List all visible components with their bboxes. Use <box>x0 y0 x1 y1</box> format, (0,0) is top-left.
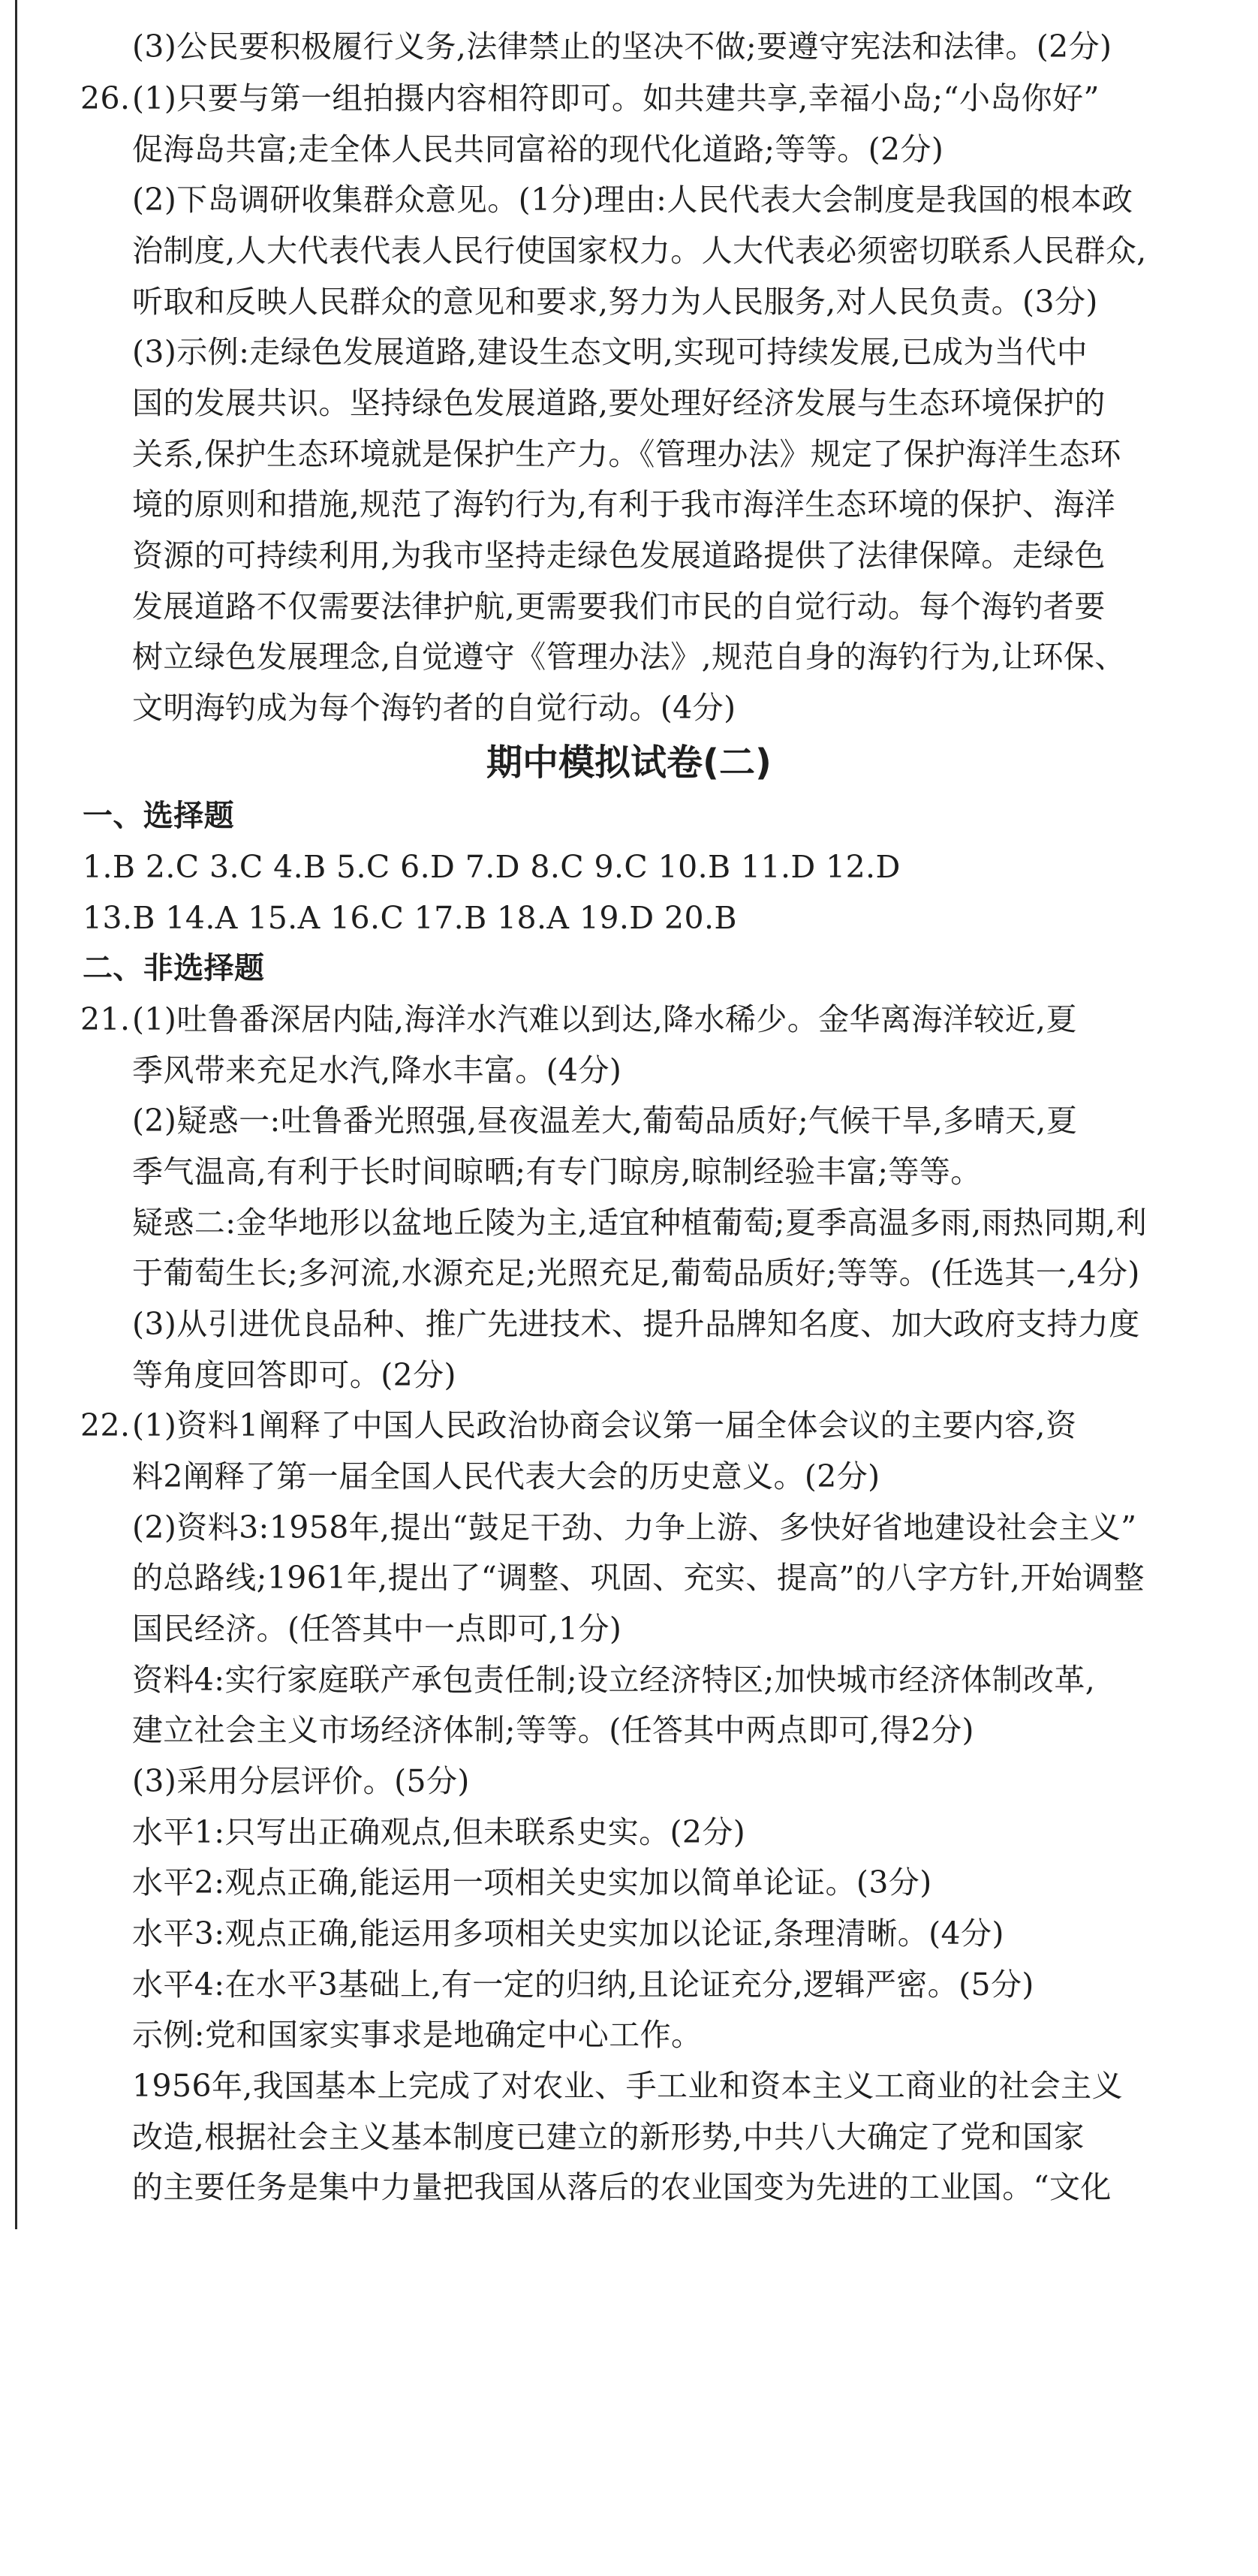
q26-line: 国的发展共识。坚持绿色发展道路,要处理好经济发展与生态环境保护的 <box>132 385 1106 421</box>
q21-line: 于葡萄生长;多河流,水源充足;光照充足,葡萄品质好;等等。(任选其一,4分) <box>132 1255 1140 1291</box>
q21-number: 21. <box>80 1001 131 1037</box>
q22-line: (2)资料3:1958年,提出“鼓足干劲、力争上游、多快好省地建设社会主义” <box>132 1509 1137 1545</box>
q22-line: 水平4:在水平3基础上,有一定的归纳,且论证充分,逻辑严密。(5分) <box>132 1967 1034 2003</box>
exam-title: 期中模拟试卷(二) <box>486 742 772 784</box>
left-margin-rule <box>15 0 17 2229</box>
q22-line: (1)资料1阐释了中国人民政治协商会议第一届全体会议的主要内容,资 <box>132 1407 1077 1443</box>
q26-line: (3)示例:走绿色发展道路,建设生态文明,实现可持续发展,已成为当代中 <box>132 334 1088 370</box>
q26-line: 发展道路不仅需要法律护航,更需要我们市民的自觉行动。每个海钓者要 <box>132 588 1106 624</box>
q25-part3: (3)公民要积极履行义务,法律禁止的坚决不做;要遵守宪法和法律。(2分) <box>132 29 1112 65</box>
q22-line: 示例:党和国家实事求是地确定中心工作。 <box>132 2017 703 2053</box>
q21-line: 等角度回答即可。(2分) <box>132 1357 456 1393</box>
q22-number: 22. <box>80 1407 131 1443</box>
q26-line: 促海岛共富;走全体人民共同富裕的现代化道路;等等。(2分) <box>132 131 944 167</box>
q21-line: 季气温高,有利于长时间晾晒;有专门晾房,晾制经验丰富;等等。 <box>132 1154 982 1190</box>
q26-line: 文明海钓成为每个海钓者的自觉行动。(4分) <box>132 690 736 726</box>
q26-line: 治制度,人大代表代表人民行使国家权力。人大代表必须密切联系人民群众, <box>132 233 1147 269</box>
q22-line: 改造,根据社会主义基本制度已建立的新形势,中共八大确定了党和国家 <box>132 2119 1085 2155</box>
q22-line: 水平1:只写出正确观点,但未联系史实。(2分) <box>132 1814 746 1850</box>
q22-line: 国民经济。(任答其中一点即可,1分) <box>132 1611 622 1647</box>
q26-line: (1)只要与第一组拍摄内容相符即可。如共建共享,幸福小岛;“小岛你好” <box>132 80 1100 116</box>
q21-line: 疑惑二:金华地形以盆地丘陵为主,适宜种植葡萄;夏季高温多雨,雨热同期,利 <box>132 1205 1148 1241</box>
section-heading-choice: 一、选择题 <box>83 799 234 833</box>
q22-line: 1956年,我国基本上完成了对农业、手工业和资本主义工商业的社会主义 <box>132 2068 1123 2104</box>
q22-line: (3)采用分层评价。(5分) <box>132 1763 470 1799</box>
q22-line: 资料4:实行家庭联产承包责任制;设立经济特区;加快城市经济体制改革, <box>132 1662 1096 1698</box>
q26-line: (2)下岛调研收集群众意见。(1分)理由:人民代表大会制度是我国的根本政 <box>132 182 1133 218</box>
q22-line: 建立社会主义市场经济体制;等等。(任答其中两点即可,得2分) <box>132 1712 974 1748</box>
q22-line: 料2阐释了第一届全国人民代表大会的历史意义。(2分) <box>132 1458 880 1494</box>
choice-answers-row: 13.B 14.A 15.A 16.C 17.B 18.A 19.D 20.B <box>83 900 737 936</box>
q22-line: 水平3:观点正确,能运用多项相关史实加以论证,条理清晰。(4分) <box>132 1915 1004 1952</box>
q26-line: 关系,保护生态环境就是保护生产力。《管理办法》规定了保护海洋生态环 <box>132 436 1121 472</box>
q26-line: 树立绿色发展理念,自觉遵守《管理办法》,规范自身的海钓行为,让环保、 <box>132 639 1126 675</box>
section-heading-nonchoice: 二、非选择题 <box>83 951 265 986</box>
q21-line: 季风带来充足水汽,降水丰富。(4分) <box>132 1052 622 1088</box>
q26-number: 26. <box>80 80 131 116</box>
choice-answers-row: 1.B 2.C 3.C 4.B 5.C 6.D 7.D 8.C 9.C 10.B 11.D 12.D <box>83 849 901 885</box>
q21-line: (3)从引进优良品种、推广先进技术、提升品牌知名度、加大政府支持力度 <box>132 1306 1140 1342</box>
q26-line: 资源的可持续利用,为我市坚持走绿色发展道路提供了法律保障。走绿色 <box>132 537 1106 573</box>
q26-line: 听取和反映人民群众的意见和要求,努力为人民服务,对人民负责。(3分) <box>132 284 1098 320</box>
q22-line: 的主要任务是集中力量把我国从落后的农业国变为先进的工业国。“文化 <box>132 2169 1112 2205</box>
q22-line: 水平2:观点正确,能运用一项相关史实加以简单论证。(3分) <box>132 1864 932 1900</box>
q22-line: 的总路线;1961年,提出了“调整、巩固、充实、提高”的八字方针,开始调整 <box>132 1560 1145 1596</box>
q21-line: (1)吐鲁番深居内陆,海洋水汽难以到达,降水稀少。金华离海洋较近,夏 <box>132 1001 1077 1037</box>
q26-line: 境的原则和措施,规范了海钓行为,有利于我市海洋生态环境的保护、海洋 <box>132 486 1116 522</box>
q21-line: (2)疑惑一:吐鲁番光照强,昼夜温差大,葡萄品质好;气候干旱,多晴天,夏 <box>132 1103 1078 1139</box>
